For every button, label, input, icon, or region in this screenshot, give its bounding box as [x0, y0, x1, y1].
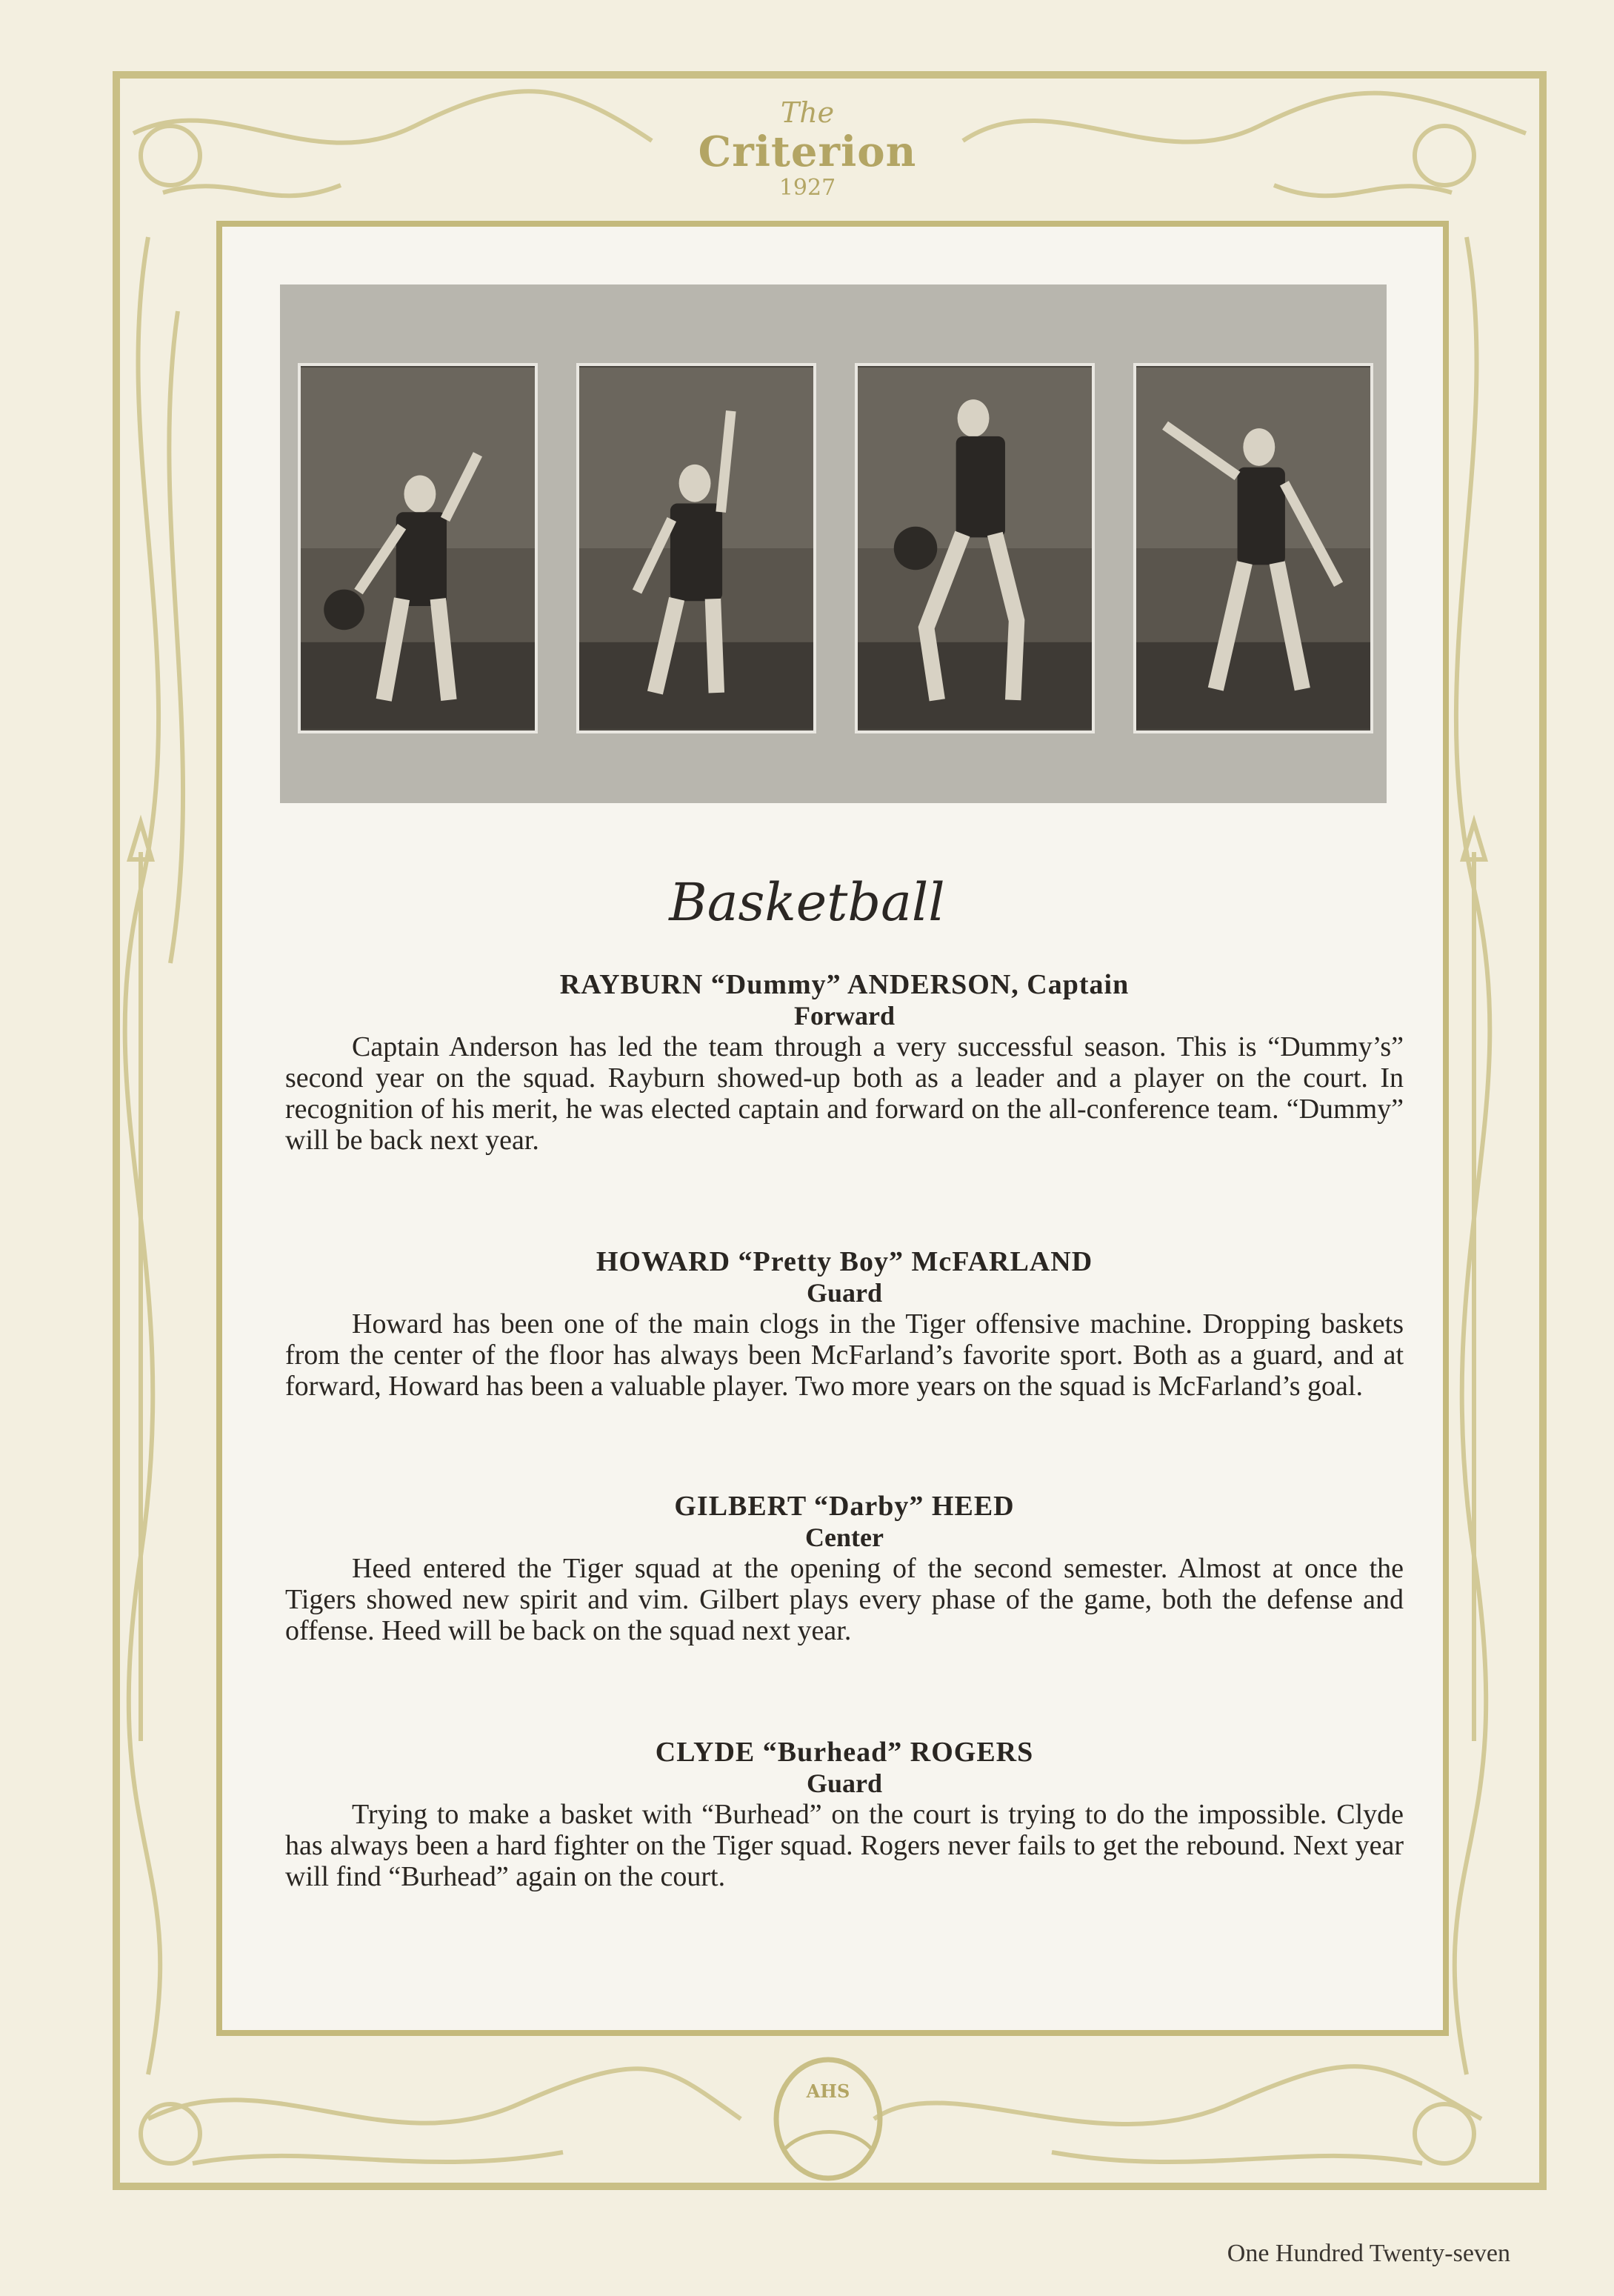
player-entry — [285, 1491, 1404, 1646]
team-photo-strip — [280, 284, 1387, 803]
player-entry — [285, 1737, 1404, 1892]
masthead-the: The — [780, 96, 835, 129]
player-position: Forward — [794, 1001, 895, 1031]
basketball-player-photo-icon — [858, 366, 1092, 731]
player-name: HOWARD “Pretty Boy” McFARLAND — [596, 1246, 1093, 1277]
masthead-year: 1927 — [778, 175, 836, 201]
player-bio: Heed entered the Tiger squad at the opening of the second semester. Almost at once the Tigers showed new spirit and vim. Gilbert plays every phase of the game, both the defense and offense. Heed will be back on the squad next year. — [285, 1553, 1404, 1646]
section-title: Basketball — [669, 872, 945, 933]
basketball-player-photo-icon — [579, 366, 813, 731]
basketball-player-photo-icon — [301, 366, 535, 731]
player-bio: Trying to make a basket with “Burhead” on the court is trying to do the impossible. Clyde has always been a hard fighter on the Tiger squad. Rogers never fails to get the rebound. Next year will find “Burhead” again on the court. — [285, 1799, 1404, 1892]
player-bio: Howard has been one of the main clogs in the Tiger offensive machine. Dropping baskets from the center of the floor has always been McFarland’s favorite sport. Both as a guard, and at forward, Howard has been a valuable player. Two more years on the squad is McFarland’s goal. — [285, 1308, 1404, 1402]
player-photo-1 — [298, 363, 538, 733]
yearbook-masthead — [667, 96, 948, 202]
player-photo-3 — [855, 363, 1095, 733]
player-position: Center — [805, 1523, 884, 1552]
page-number: One Hundred Twenty-seven — [1227, 2240, 1510, 2267]
player-entry — [285, 1246, 1404, 1402]
masthead-title: Criterion — [698, 127, 917, 176]
player-bio: Captain Anderson has led the team through a very successful season. This is “Dummy’s” second year on the squad. Rayburn showed-up both as a leader and a player on the court. In recognition of his merit, he was elected captain and forward on the all-conference team. “Dummy” will be back next year. — [285, 1031, 1404, 1156]
player-position: Guard — [806, 1278, 883, 1308]
player-photo-4 — [1133, 363, 1373, 733]
player-entry — [285, 969, 1404, 1156]
player-name: GILBERT “Darby” HEED — [674, 1491, 1015, 1522]
player-position: Guard — [806, 1768, 883, 1798]
player-name: CLYDE “Burhead” ROGERS — [655, 1737, 1034, 1768]
player-photo-2 — [576, 363, 816, 733]
crest-label: AHS — [806, 2080, 850, 2102]
player-name: RAYBURN “Dummy” ANDERSON, Captain — [559, 969, 1130, 1000]
school-crest-icon — [776, 2060, 880, 2178]
basketball-player-photo-icon — [1136, 366, 1370, 731]
